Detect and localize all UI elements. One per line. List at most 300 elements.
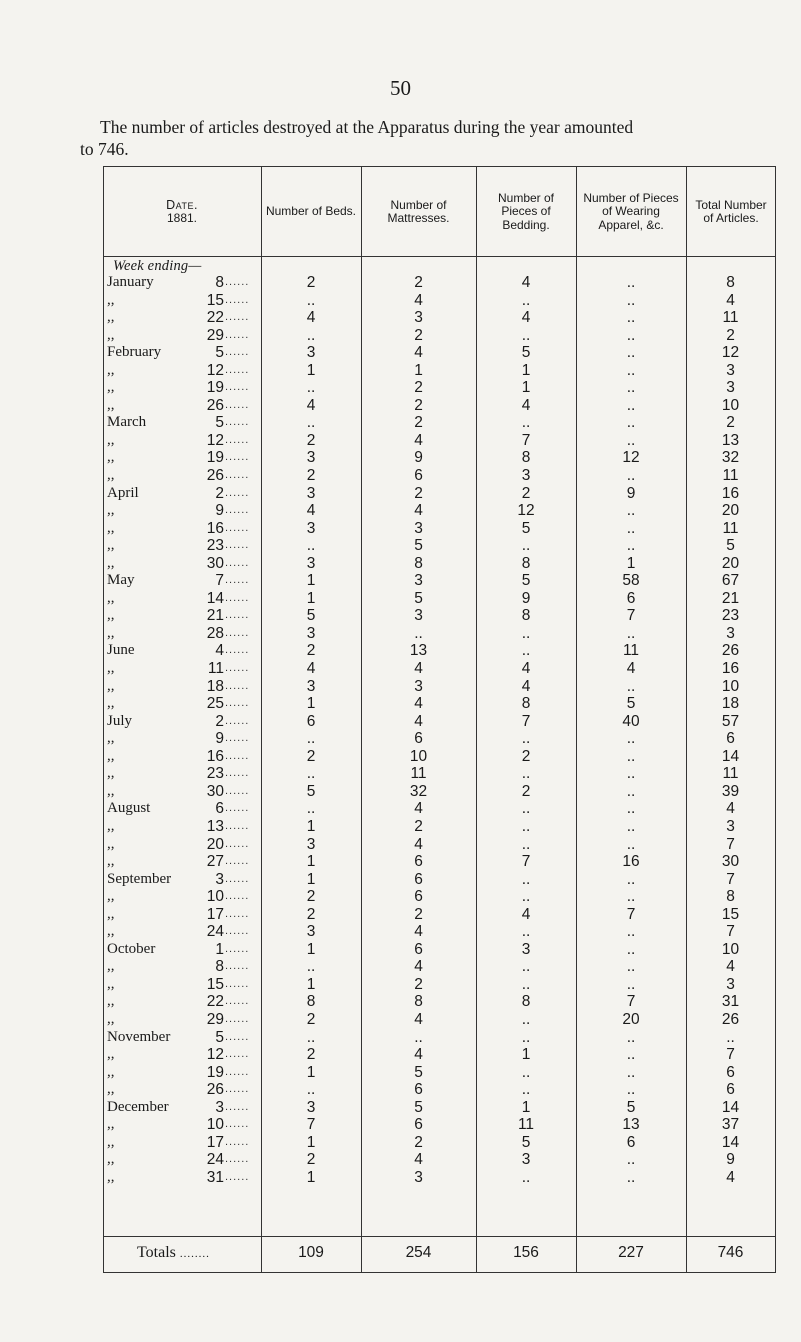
- row-day: 17: [206, 1133, 224, 1151]
- row-beds: 1: [306, 1168, 316, 1186]
- row-beds: 2: [306, 888, 316, 906]
- row-beds: ..: [306, 800, 316, 818]
- row-day: 7: [215, 572, 224, 590]
- row-bedding: 2: [521, 782, 531, 800]
- row-bedding: 5: [521, 519, 531, 537]
- table-body: [103, 274, 775, 1186]
- table-row: [103, 292, 775, 310]
- row-mattresses: 4: [414, 1151, 423, 1169]
- leader-dots: ......: [225, 802, 250, 815]
- row-mattresses: 2: [414, 326, 423, 344]
- leader-dots: ......: [225, 574, 250, 587]
- table-row: [103, 572, 775, 590]
- row-month: November: [107, 1028, 171, 1045]
- row-total: 14: [721, 1133, 740, 1151]
- row-wearing: ..: [626, 326, 636, 344]
- row-mattresses: 6: [414, 467, 423, 485]
- row-day: 26: [206, 396, 224, 414]
- row-mattresses: 6: [414, 888, 423, 906]
- row-day: 19: [206, 1063, 224, 1081]
- table-row: [103, 1169, 775, 1187]
- leader-dots: ......: [225, 293, 250, 306]
- row-wearing: ..: [626, 800, 636, 818]
- row-month: ,,: [107, 449, 115, 466]
- row-mattresses: 11: [410, 765, 427, 783]
- leader-dots: ......: [225, 416, 250, 429]
- row-mattresses: 8: [414, 554, 423, 572]
- row-bedding: 1: [521, 1046, 531, 1064]
- row-beds: 3: [306, 519, 316, 537]
- header-wearing-text: Number of Pieces of Wearing Apparel, &c.: [583, 190, 679, 232]
- leader-dots: ......: [225, 977, 250, 990]
- row-total: 11: [722, 519, 739, 537]
- table-row: [103, 1151, 775, 1169]
- row-mattresses: 4: [414, 800, 423, 818]
- intro-line-1: The number of articles destroyed at the Apparatus during the year amounted: [100, 117, 634, 137]
- row-month: ,,: [107, 817, 115, 834]
- row-day: 8: [215, 274, 224, 291]
- leader-dots: ......: [225, 732, 250, 745]
- row-total: 4: [726, 800, 735, 818]
- row-day: 24: [206, 923, 224, 941]
- row-wearing: 40: [622, 712, 640, 730]
- leader-dots: ......: [225, 679, 250, 692]
- row-bedding: ..: [521, 642, 531, 660]
- table-row: [103, 327, 775, 345]
- row-mattresses: 4: [414, 958, 423, 976]
- header-beds-text: Number of Beds.: [265, 204, 357, 219]
- table-row: [103, 362, 775, 380]
- row-day: 22: [206, 309, 224, 327]
- row-total: 57: [721, 712, 740, 730]
- row-total: 31: [721, 993, 740, 1011]
- row-total: 3: [726, 975, 735, 993]
- row-beds: 4: [306, 660, 316, 678]
- table-row: [103, 923, 775, 941]
- row-wearing: 6: [626, 589, 636, 607]
- table-row: [103, 836, 775, 854]
- row-beds: 4: [306, 502, 316, 520]
- row-month: ,,: [107, 519, 115, 536]
- row-beds: 2: [306, 747, 316, 765]
- row-wearing: ..: [626, 835, 636, 853]
- row-day: 26: [206, 1081, 224, 1099]
- row-day: 2: [215, 484, 224, 502]
- row-beds: 4: [306, 396, 316, 414]
- row-bedding: 4: [521, 905, 531, 923]
- row-day: 26: [206, 467, 224, 485]
- row-day: 1: [215, 940, 224, 958]
- table-row: [103, 1064, 775, 1082]
- header-bottom-rule: [103, 256, 775, 257]
- row-total: 23: [721, 607, 740, 625]
- row-month: June: [107, 642, 135, 659]
- row-wearing: ..: [626, 431, 636, 449]
- row-total: ..: [726, 1028, 735, 1046]
- row-wearing: 9: [626, 484, 636, 502]
- row-wearing: 58: [622, 572, 640, 590]
- row-month: ,,: [107, 554, 115, 571]
- row-total: 10: [721, 396, 740, 414]
- row-bedding: 5: [521, 1133, 531, 1151]
- leader-dots: ......: [225, 328, 250, 341]
- row-wearing: ..: [626, 730, 636, 748]
- row-mattresses: 4: [414, 291, 423, 309]
- table-row: [103, 414, 775, 432]
- row-month: April: [107, 484, 139, 501]
- row-beds: ..: [306, 414, 316, 432]
- row-bedding: 9: [521, 589, 531, 607]
- totals-label: Totals ........: [137, 1244, 210, 1261]
- row-beds: ..: [306, 958, 316, 976]
- row-beds: 3: [306, 677, 316, 695]
- row-total: 14: [721, 1098, 740, 1116]
- week-ending-label: Week ending—: [113, 258, 202, 274]
- row-wearing: ..: [626, 940, 636, 958]
- table-row: [103, 397, 775, 415]
- row-mattresses: 5: [414, 1098, 423, 1116]
- table-row: [103, 748, 775, 766]
- header-bedding: [481, 170, 571, 254]
- row-month: ,,: [107, 958, 115, 975]
- row-mattresses: 2: [414, 817, 423, 835]
- leader-dots: ......: [225, 1065, 250, 1078]
- row-beds: ..: [306, 1081, 316, 1099]
- leader-dots: ......: [225, 714, 250, 727]
- header-beds: [261, 170, 361, 254]
- leader-dots: ......: [225, 504, 250, 517]
- row-day: 27: [206, 853, 224, 871]
- row-wearing: ..: [626, 519, 636, 537]
- row-month: October: [107, 940, 156, 957]
- row-wearing: ..: [626, 344, 636, 362]
- totals-top-rule: [103, 1236, 775, 1237]
- row-bedding: 1: [521, 379, 531, 397]
- leader-dots: ......: [225, 1135, 250, 1148]
- row-bedding: ..: [521, 1028, 531, 1046]
- row-bedding: 3: [521, 467, 531, 485]
- row-month: ,,: [107, 660, 115, 677]
- row-bedding: 7: [521, 853, 531, 871]
- row-mattresses: 2: [414, 379, 423, 397]
- row-total: 9: [726, 1151, 735, 1169]
- row-beds: 3: [306, 1098, 316, 1116]
- row-wearing: 4: [626, 660, 636, 678]
- row-day: 28: [206, 624, 224, 642]
- row-wearing: 7: [626, 993, 636, 1011]
- row-bedding: ..: [521, 835, 531, 853]
- row-bedding: 4: [521, 274, 531, 291]
- totals-label-text: Totals: [137, 1244, 176, 1261]
- row-mattresses: 3: [414, 519, 423, 537]
- row-beds: ..: [306, 326, 316, 344]
- row-day: 29: [206, 1010, 224, 1028]
- row-total: 4: [726, 958, 735, 976]
- row-month: January: [107, 274, 154, 290]
- table-row: [103, 765, 775, 783]
- row-wearing: ..: [626, 782, 636, 800]
- totals-mattresses: 254: [405, 1244, 432, 1261]
- row-day: 4: [215, 642, 224, 660]
- row-bedding: 4: [521, 309, 531, 327]
- table-row: [103, 467, 775, 485]
- row-month: ,,: [107, 765, 115, 782]
- row-month: ,,: [107, 309, 115, 326]
- leader-dots: ......: [225, 872, 250, 885]
- row-beds: 1: [306, 817, 316, 835]
- row-total: 26: [721, 642, 740, 660]
- row-mattresses: 6: [414, 1116, 423, 1134]
- row-total: 10: [721, 940, 740, 958]
- header-date-year: 1881.: [166, 211, 198, 225]
- row-total: 30: [721, 853, 740, 871]
- table-row: [103, 1081, 775, 1099]
- totals-beds: 109: [298, 1244, 324, 1261]
- leader-dots: ......: [225, 539, 250, 552]
- row-bedding: ..: [521, 923, 531, 941]
- right-border: [775, 166, 776, 1273]
- leader-dots: ......: [225, 855, 250, 868]
- table-row: [103, 607, 775, 625]
- row-mattresses: 4: [414, 1010, 423, 1028]
- row-bedding: ..: [521, 817, 531, 835]
- row-beds: 1: [306, 853, 316, 871]
- row-wearing: ..: [626, 975, 636, 993]
- row-mattresses: 1: [414, 361, 423, 379]
- row-wearing: 5: [626, 1098, 636, 1116]
- row-bedding: ..: [521, 624, 531, 642]
- leader-dots: ......: [225, 784, 250, 797]
- page-number: 50: [390, 76, 411, 100]
- row-mattresses: ..: [414, 1028, 423, 1046]
- table-row: [103, 871, 775, 889]
- row-beds: 3: [306, 449, 316, 467]
- row-mattresses: 2: [414, 905, 423, 923]
- row-bedding: 5: [521, 344, 531, 362]
- row-mattresses: 5: [414, 589, 423, 607]
- row-beds: 1: [306, 589, 316, 607]
- row-month: ,,: [107, 782, 115, 799]
- row-total: 67: [721, 572, 740, 590]
- table-row: [103, 1099, 775, 1117]
- row-day: 23: [206, 765, 224, 783]
- row-day: 16: [206, 519, 224, 537]
- row-bedding: ..: [521, 326, 531, 344]
- row-day: 23: [206, 537, 224, 555]
- row-wearing: 16: [622, 853, 640, 871]
- row-total: 11: [722, 765, 739, 783]
- row-bedding: ..: [521, 888, 531, 906]
- row-month: ,,: [107, 923, 115, 940]
- leader-dots: ......: [225, 1048, 250, 1061]
- row-total: 11: [722, 309, 739, 327]
- row-total: 14: [721, 747, 740, 765]
- row-total: 7: [726, 923, 735, 941]
- row-bedding: 8: [521, 554, 531, 572]
- row-mattresses: 4: [414, 1046, 423, 1064]
- row-day: 11: [207, 660, 224, 678]
- table-row: [103, 274, 775, 292]
- row-month: ,,: [107, 537, 115, 554]
- row-month: ,,: [107, 993, 115, 1010]
- leader-dots: ......: [225, 697, 250, 710]
- row-wearing: ..: [626, 1063, 636, 1081]
- row-bedding: 4: [521, 396, 531, 414]
- leader-dots: ......: [225, 662, 250, 675]
- row-total: 3: [726, 379, 735, 397]
- row-bedding: 7: [521, 712, 531, 730]
- row-month: September: [107, 870, 172, 887]
- row-month: ,,: [107, 1063, 115, 1080]
- row-wearing: ..: [626, 870, 636, 888]
- row-total: 12: [721, 344, 740, 362]
- row-wearing: 12: [622, 449, 640, 467]
- row-day: 12: [206, 431, 224, 449]
- row-month: ,,: [107, 1081, 115, 1098]
- header-total: [691, 170, 771, 254]
- row-total: 4: [726, 291, 735, 309]
- leader-dots: ......: [225, 1083, 250, 1096]
- header-wearing: [581, 170, 681, 254]
- row-mattresses: 8: [414, 993, 423, 1011]
- row-bedding: ..: [521, 1010, 531, 1028]
- leader-dots: ......: [225, 346, 250, 359]
- table-row: [103, 783, 775, 801]
- table-row: [103, 344, 775, 362]
- row-day: 24: [206, 1151, 224, 1169]
- leader-dots: ......: [225, 767, 250, 780]
- table-row: [103, 309, 775, 327]
- articles-destroyed-table: [103, 166, 775, 1274]
- table-row: [103, 379, 775, 397]
- row-day: 18: [206, 677, 224, 695]
- leader-dots: ......: [225, 609, 250, 622]
- row-day: 25: [206, 695, 224, 713]
- row-wearing: ..: [626, 958, 636, 976]
- table-row: [103, 976, 775, 994]
- header-mattresses: [361, 170, 476, 254]
- row-wearing: 5: [626, 695, 636, 713]
- leader-dots: ......: [225, 1030, 250, 1043]
- totals-bedding: 156: [513, 1244, 539, 1261]
- table-row: [103, 1046, 775, 1064]
- row-wearing: 13: [622, 1116, 640, 1134]
- leader-dots: ......: [225, 486, 250, 499]
- table-row: [103, 520, 775, 538]
- row-wearing: ..: [626, 1081, 636, 1099]
- row-total: 10: [721, 677, 740, 695]
- row-beds: 1: [306, 572, 316, 590]
- row-mattresses: 4: [414, 835, 423, 853]
- row-wearing: 6: [626, 1133, 636, 1151]
- table-row: [103, 625, 775, 643]
- table-row: [103, 730, 775, 748]
- row-beds: 5: [306, 782, 316, 800]
- row-wearing: ..: [626, 1151, 636, 1169]
- row-beds: 2: [306, 431, 316, 449]
- leader-dots: ......: [225, 749, 250, 762]
- row-mattresses: 3: [414, 607, 423, 625]
- row-month: ,,: [107, 1168, 115, 1185]
- row-day: 20: [206, 835, 224, 853]
- table-row: [103, 1011, 775, 1029]
- row-bedding: ..: [521, 537, 531, 555]
- row-total: 2: [726, 326, 735, 344]
- row-day: 9: [215, 730, 224, 748]
- row-wearing: ..: [626, 923, 636, 941]
- row-total: 16: [721, 660, 740, 678]
- header-date: [103, 170, 261, 254]
- row-mattresses: 5: [414, 1063, 423, 1081]
- row-mattresses: ..: [414, 624, 423, 642]
- row-wearing: 1: [626, 554, 636, 572]
- row-month: ,,: [107, 853, 115, 870]
- row-mattresses: 2: [414, 274, 423, 291]
- table-row: [103, 800, 775, 818]
- row-wearing: ..: [626, 379, 636, 397]
- row-total: 2: [726, 414, 735, 432]
- row-mattresses: 3: [414, 1168, 423, 1186]
- row-beds: 1: [306, 695, 316, 713]
- leader-dots: ......: [225, 469, 250, 482]
- table-row: [103, 958, 775, 976]
- row-bedding: ..: [521, 800, 531, 818]
- row-beds: 3: [306, 835, 316, 853]
- leader-dots: ......: [225, 819, 250, 832]
- table-top-rule: [103, 166, 775, 167]
- table-row: [103, 853, 775, 871]
- totals-row: [103, 1244, 775, 1268]
- row-wearing: ..: [626, 677, 636, 695]
- leader-dots: ......: [225, 1100, 250, 1113]
- row-day: 19: [206, 449, 224, 467]
- row-month: ,,: [107, 747, 115, 764]
- row-total: 8: [726, 274, 735, 291]
- row-month: ,,: [107, 835, 115, 852]
- row-day: 31: [206, 1168, 224, 1186]
- row-bedding: 4: [521, 677, 531, 695]
- row-mattresses: 4: [414, 502, 423, 520]
- row-mattresses: 3: [414, 309, 423, 327]
- row-beds: 1: [306, 361, 316, 379]
- table-row: [103, 941, 775, 959]
- row-beds: 8: [306, 993, 316, 1011]
- table-row: [103, 1116, 775, 1134]
- row-bedding: 4: [521, 660, 531, 678]
- row-bedding: ..: [521, 1168, 531, 1186]
- row-beds: 1: [306, 1133, 316, 1151]
- leader-dots: ......: [225, 311, 250, 324]
- row-month: ,,: [107, 1010, 115, 1027]
- row-mattresses: 9: [414, 449, 423, 467]
- row-wearing: ..: [626, 467, 636, 485]
- table-row: [103, 537, 775, 555]
- row-beds: ..: [306, 291, 316, 309]
- row-total: 16: [721, 484, 740, 502]
- row-day: 6: [215, 800, 224, 818]
- row-wearing: 20: [622, 1010, 640, 1028]
- row-wearing: ..: [626, 309, 636, 327]
- leader-dots: ......: [225, 433, 250, 446]
- row-wearing: ..: [626, 361, 636, 379]
- row-bedding: 8: [521, 449, 531, 467]
- row-month: ,,: [107, 677, 115, 694]
- row-day: 17: [206, 905, 224, 923]
- row-mattresses: 6: [414, 870, 423, 888]
- row-month: ,,: [107, 589, 115, 606]
- leader-dots: ......: [225, 381, 250, 394]
- row-beds: 2: [306, 1010, 316, 1028]
